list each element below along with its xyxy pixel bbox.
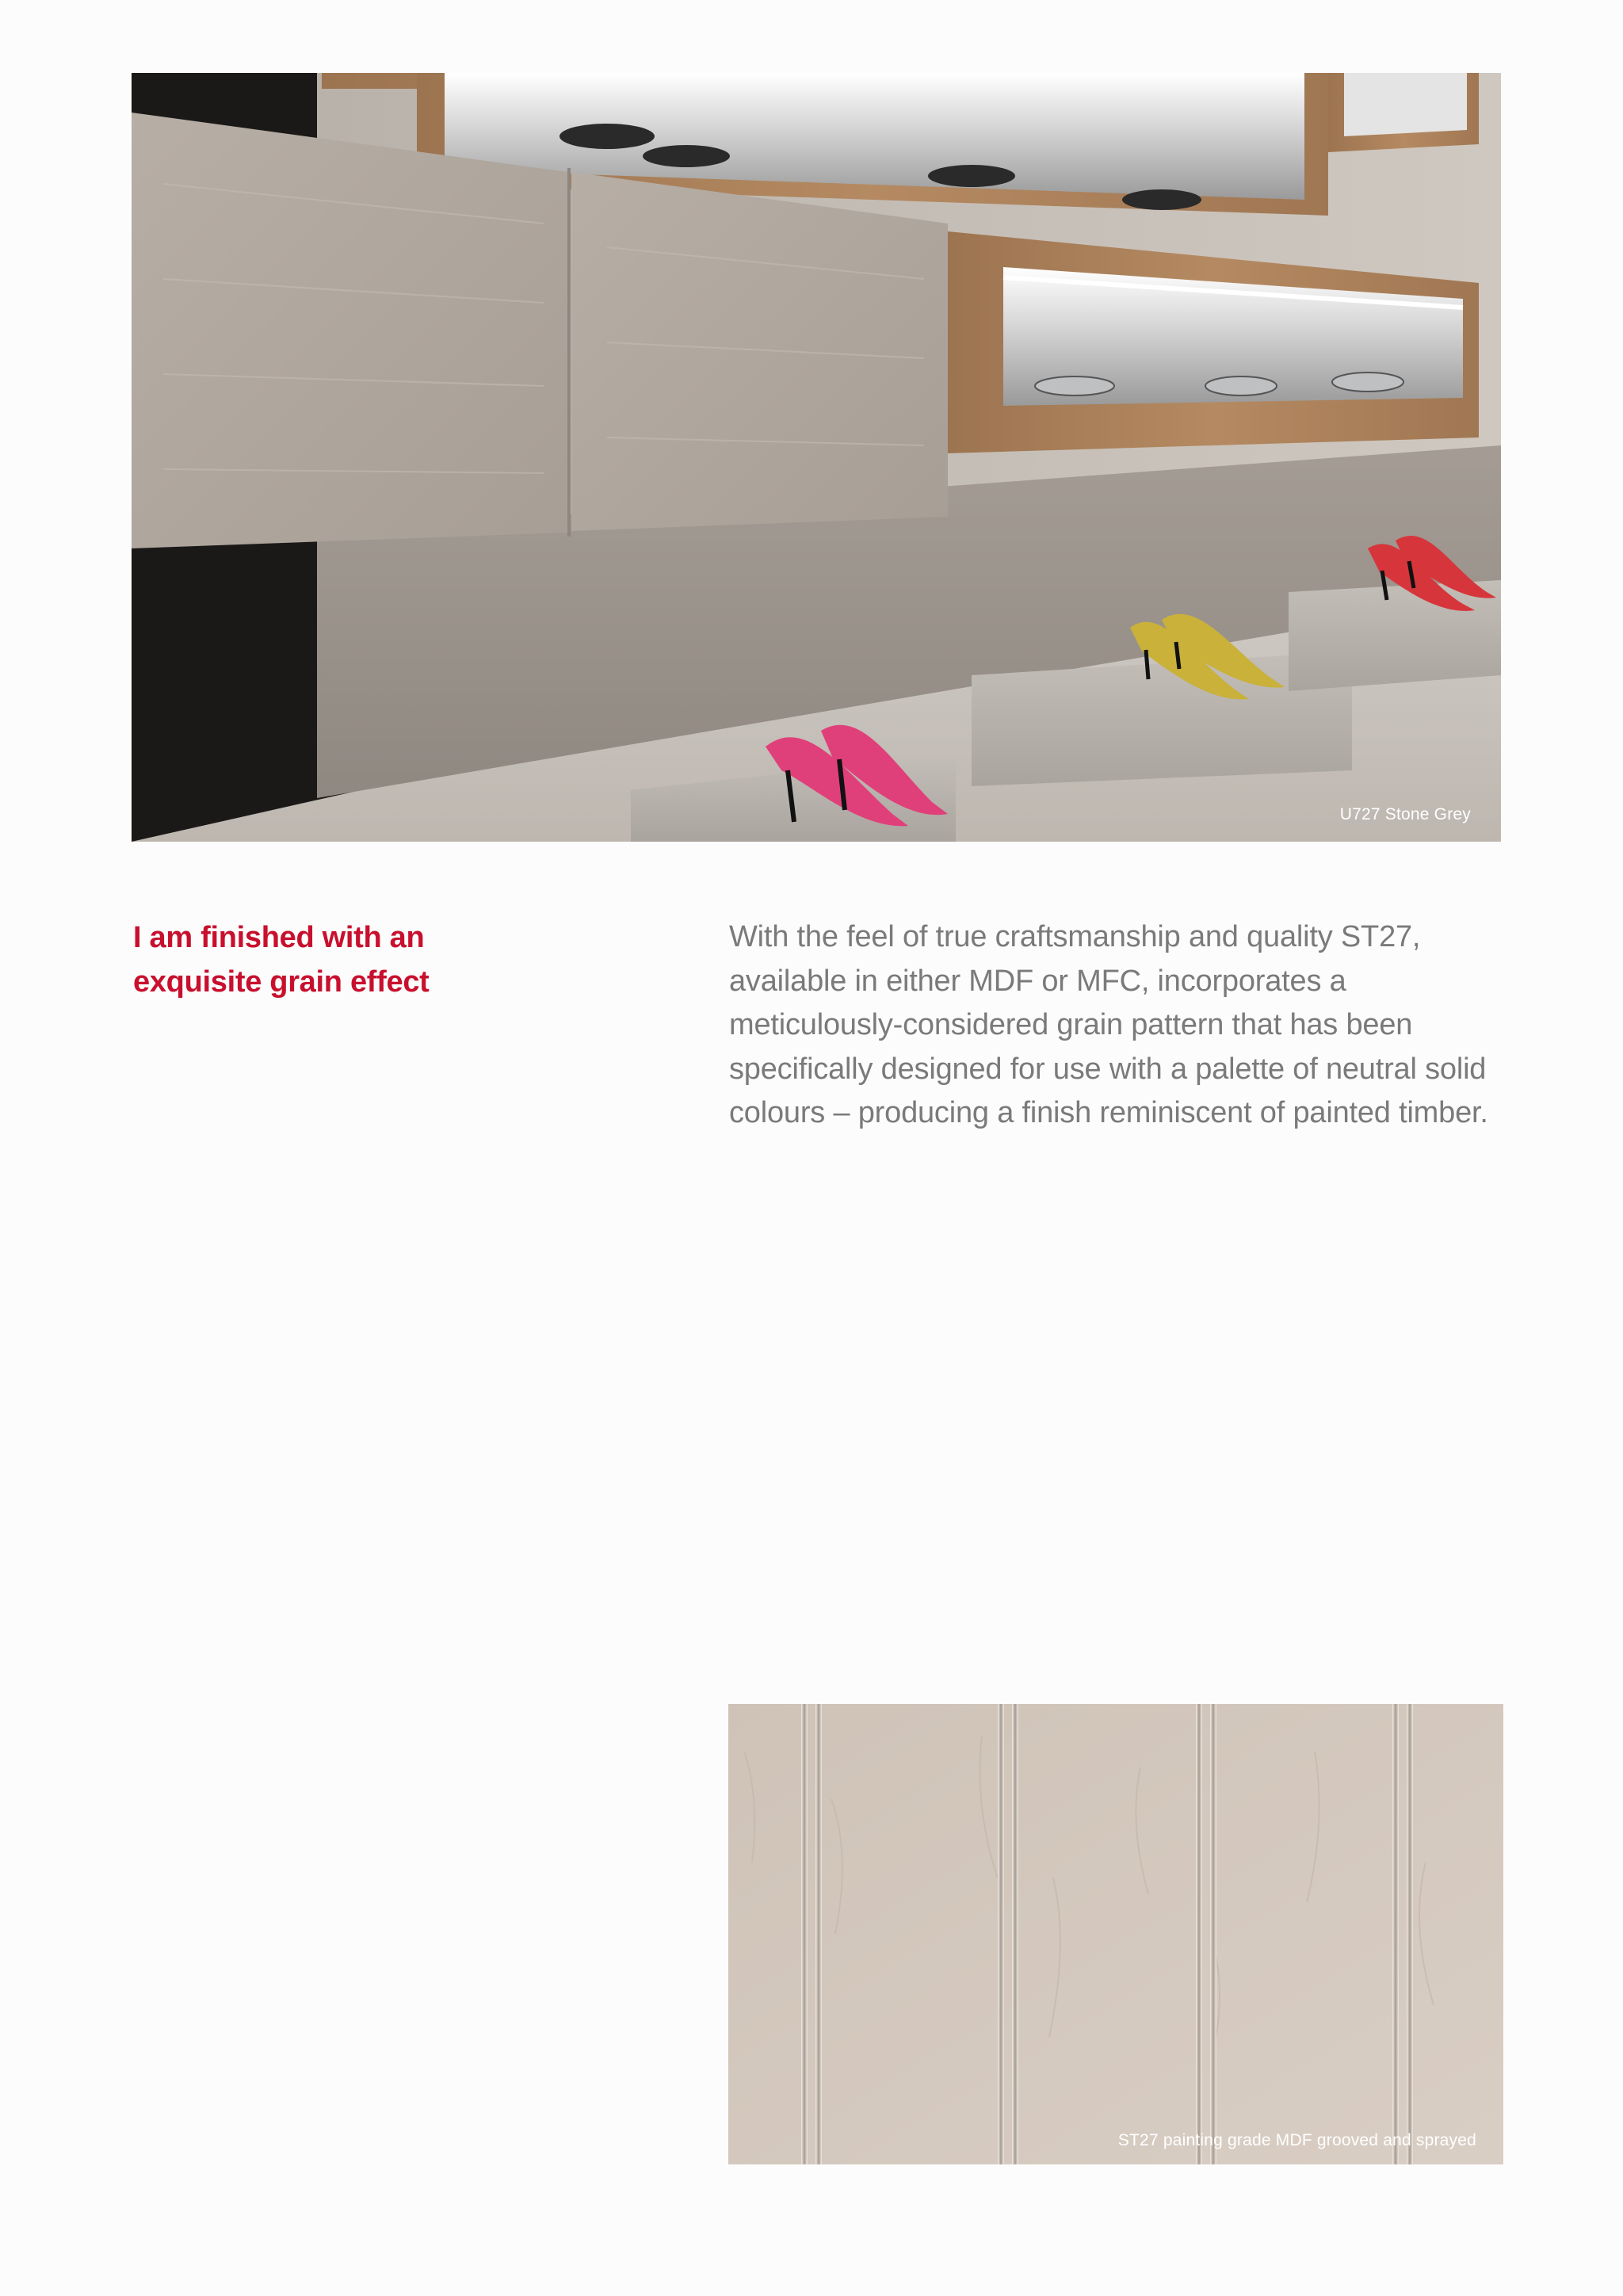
hero-image-illustration: [132, 73, 1501, 842]
detail-image-illustration: [728, 1704, 1503, 2164]
section-heading: [133, 915, 545, 1004]
heading-line-2: exquisite grain effect: [133, 965, 430, 999]
body-paragraph: With the feel of true craftsmanship and quality ST27, available in either MDF or MFC, incorporates a meticulously-considered grain pattern that has been specifically designed for use with a palette of neutral solid colours – producing a finish reminiscent of painted timber.: [729, 920, 1488, 1129]
heading-line-1: I am finished with an: [133, 921, 425, 954]
hero-image-shoe-display: [132, 73, 1501, 842]
detail-image-caption: ST27 painting grade MDF grooved and sprayed: [1117, 2131, 1476, 2149]
detail-image-grooved-panel: [728, 1704, 1503, 2164]
hero-image-caption: U727 Stone Grey: [1339, 805, 1471, 823]
